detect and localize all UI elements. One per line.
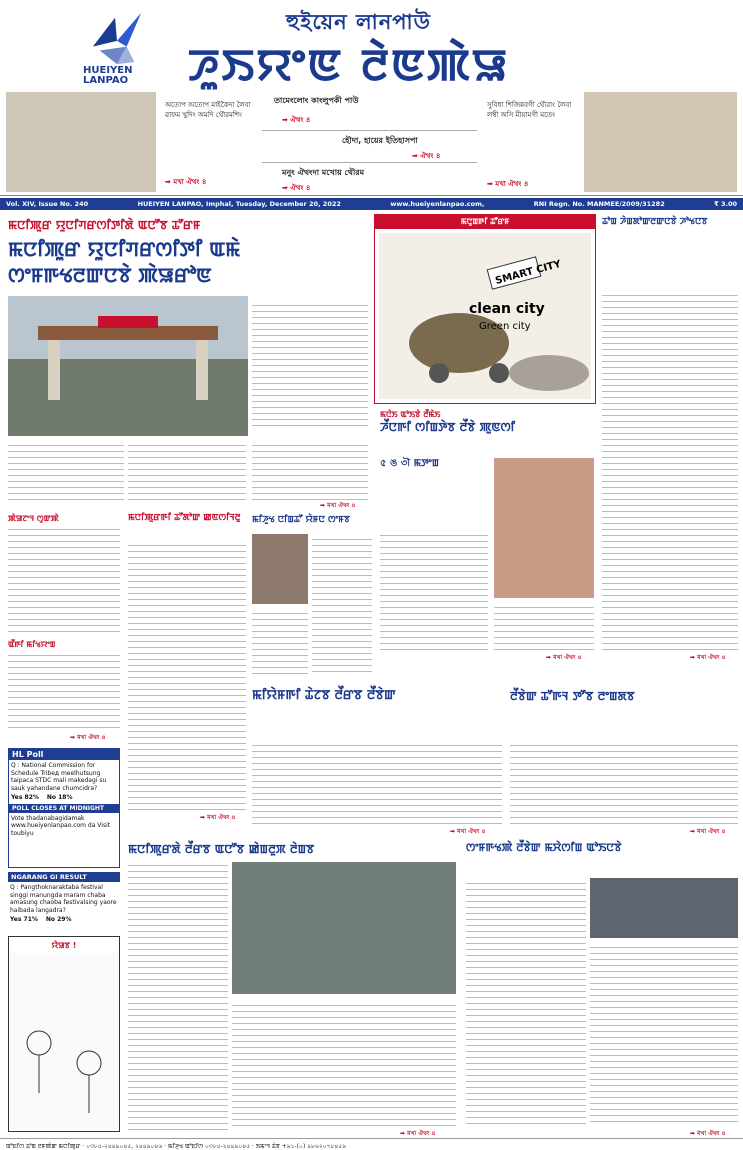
cartoon-banner: ꯃꯅꯨꯡꯒꯤ ꯊꯧꯔꯝ — [375, 215, 595, 229]
teaser-left-text: অতোপ অতোপ মাইকৈদা লৈবা ৱাফম খুদিং অমদি থৌরমশিং — [165, 101, 251, 119]
masthead-title-big: ꯍꯨꯏꯌꯦꯟ ꯂꯥꯟꯄꯥꯎ — [188, 40, 510, 91]
result-title: NGARANG GI RESULT — [8, 872, 120, 882]
bottom-story1-photo[interactable] — [232, 862, 456, 994]
mid-story3-more[interactable]: ➡ মখা ঐথং ৪ — [450, 828, 486, 835]
bottom-story2-body2 — [590, 942, 738, 1126]
teaser-mid-box — [262, 92, 477, 192]
mini-cartoon-title: ꯌꯥꯎꯕ ! — [51, 941, 77, 950]
feature-photo[interactable] — [494, 458, 594, 598]
cartoon-sign: SMART CITY — [494, 258, 563, 287]
mid-story1-more[interactable]: ➡ মখা ঐথং ৪ — [200, 814, 236, 821]
bottom-story2-more[interactable]: ➡ মখা ঐথং ৪ — [690, 1130, 726, 1137]
feature-body-col2 — [494, 602, 594, 650]
poll-box — [8, 748, 120, 868]
bottom-story2-head[interactable]: ꯁꯦꯝꯒꯠꯄꯥ ꯂꯩꯕꯥꯛ ꯃꯆꯥꯁꯤꯡ ꯑꯣꯏꯅꯕꯥ — [466, 841, 622, 854]
footer: ꯑꯣꯐꯤꯁ ꯊꯣꯡ ꯂꯝꯄꯥꯛ ꯃꯅꯤꯄꯨꯔ · ০৩৮৫-২৪৪৯০৪৫, ২৪৪৯০৪৬ · ꯃꯤꯍꯨꯠ ꯑꯣꯐꯤꯁ ০৩৮৫-২৪৪৯০৪৫ · ꯏꯃꯦꯜ ꯊꯥꯕ +৯১-(০) ৯৮৬২০৭৮৪৫৯ — [0, 1138, 743, 1150]
logo-line: HUEIYEN — [83, 65, 133, 76]
site-link[interactable]: www.hueiyenlanpao.com, — [390, 200, 485, 208]
feature-headline[interactable]: ꯍꯩꯅꯒꯤ ꯁꯤꯡꯇꯥꯕ ꯂꯩꯕꯥ ꯄꯨꯟꯁꯤ — [380, 420, 516, 434]
mid-story1-head[interactable]: ꯃꯅꯤꯄꯨꯔꯒꯤ ꯊꯧꯗꯣꯛ ꯀꯟꯁꯤꯜꯂꯨ — [128, 513, 241, 523]
crane-logo-icon — [88, 8, 146, 66]
mid-story4-more[interactable]: ➡ মখা ঐথং ৪ — [690, 828, 726, 835]
result-question: Q : Pangthoknaraktaba festival singgi manungda maram chaba amasung chaoba festivalsing yaore haibada langadra? — [10, 884, 117, 914]
poll-no[interactable]: No 18% — [46, 794, 73, 801]
divider — [262, 162, 477, 163]
teaser-right-more[interactable]: ➡ মখা ঐথং ৪ — [487, 180, 529, 188]
sidebar-box1-body — [8, 524, 120, 632]
teaser-mid-3: মনুং ঐথংদা মখোয় থৌরম — [282, 168, 365, 177]
mid-story2-body — [312, 534, 372, 674]
mid-story4-head[interactable]: ꯂꯩꯕꯥꯛ ꯊꯧꯒꯜ ꯇꯧꯕ ꯂꯦꯡꯗꯕ — [510, 689, 635, 703]
teaser-left-more[interactable]: ➡ মখা ঐথং ৪ — [165, 178, 207, 186]
lead-body-col4 — [252, 440, 368, 500]
poll-yes[interactable]: Yes 82% — [11, 794, 39, 801]
mini-cartoon-box — [8, 936, 120, 1132]
lead-body-col3 — [128, 440, 246, 500]
lead-headline[interactable]: ꯃꯅꯤꯄꯨꯔ ꯌꯨꯅꯤꯚꯔꯁꯤꯇꯤ ꯑꯃꯥ ꯁꯦꯝꯒꯠꯂꯛꯅꯕꯥ ꯄꯥꯎꯔꯣꯟ — [8, 237, 241, 287]
lead-photo[interactable] — [8, 296, 248, 436]
mid-story3-head[interactable]: ꯃꯤꯌꯥꯝꯒꯤ ꯊꯥꯖꯕ ꯂꯩꯔꯕ ꯂꯩꯕꯥꯛ — [252, 688, 396, 703]
poll-results — [9, 794, 119, 802]
teaser-right-text: সুবিধা শিজিন্নবগী থৌরাং লৈবা লম্বী অসি মীয়ামগী মতেং — [487, 101, 572, 119]
teaser-row — [0, 88, 743, 196]
gate-illustration — [8, 296, 248, 436]
teaser-mid-3-more[interactable]: ➡ ঐথং ৪ — [282, 184, 311, 192]
price: ₹ 3.00 — [714, 200, 737, 208]
result-box — [8, 872, 120, 932]
feature-kicker: ꯃꯅꯥꯏ ꯑꯣꯏꯕꯥ ꯂꯩꯃꯥꯏ — [380, 409, 441, 419]
cartoon-caption2: Green city — [479, 321, 531, 332]
teaser-mid-2-more[interactable]: ➡ ঐথং ৪ — [412, 152, 441, 160]
result-no: No 29% — [45, 916, 72, 923]
poll-vote-text[interactable]: Vote thadanabagidamak www.hueiyenlanpao.com da Visit toubiyu — [11, 814, 111, 837]
sidebar-box2-title: ꯑꯩꯒꯤ ꯃꯤꯠꯌꯦꯡ — [8, 640, 56, 649]
sidebar-box1-title: ꯄꯥꯎꯖꯦꯜ ꯁꯨꯛꯄꯥ — [8, 514, 59, 523]
rni-number: RNI Regn. No. MANMEE/2009/31282 — [533, 200, 665, 208]
bottom-story2-photo[interactable] — [590, 878, 738, 938]
mid-story2-body2 — [252, 608, 308, 674]
lead-more[interactable]: ➡ মখা ঐথং ৪ — [320, 502, 356, 509]
cartoon-illustration — [379, 233, 591, 399]
feature-sub: ৫ ঙ ৩ৗ ꯃꯇꯦꯡ — [380, 458, 439, 469]
poll-closes: POLL CLOSES AT MIDNIGHT — [9, 804, 119, 813]
issue-number: Vol. XIV, Issue No. 240 — [6, 200, 89, 208]
logo-text — [83, 66, 132, 86]
masthead-title-small: হুইয়েন লানপাউ — [286, 9, 431, 34]
result-values — [8, 916, 120, 924]
right-headline[interactable]: ꯊꯣꯡ ꯍꯥꯡꯗꯣꯛꯂꯛꯅꯕꯥ ꯍꯣꯠꯅꯕ — [602, 217, 708, 227]
mid-story3-body — [252, 740, 502, 824]
bottom-story1-body2 — [232, 1000, 456, 1130]
feature-more[interactable]: ➡ মখা ঐথং ৪ — [546, 654, 582, 661]
cartoon-caption1: clean city — [469, 301, 545, 317]
cartoon-box — [374, 214, 596, 404]
divider — [262, 130, 477, 131]
mid-story2-photo[interactable] — [252, 534, 308, 604]
issue-strip — [0, 198, 743, 210]
masthead — [0, 0, 743, 91]
mid-story1-body — [128, 540, 246, 810]
logo-line: LANPAO — [83, 75, 129, 86]
teaser-mid-1-more[interactable]: ➡ ঐথং ৪ — [282, 116, 311, 124]
mid-story4-body — [510, 740, 738, 824]
bottom-story2-body — [466, 878, 586, 1128]
poll-question: Q : National Commission for Schedule Tribeд meelhutsung taipaca STDC mali makedagi su sauk yahandane chumcidra? — [11, 762, 107, 792]
teaser-mid-2: হৌদা, হায়ের ইতিহাসপা — [342, 136, 418, 145]
teaser-photo-left[interactable] — [6, 92, 156, 192]
lead-kicker: ꯃꯅꯤꯄꯨꯔ ꯌꯨꯅꯤꯚꯔꯁꯤꯇꯤꯗꯥ ꯑꯅꯧꯕ ꯊꯧꯔꯝ — [8, 218, 201, 232]
bottom-story1-more[interactable]: ➡ মখা ঐথং ৪ — [400, 1130, 436, 1137]
teaser-photo-right[interactable] — [584, 92, 737, 192]
result-yes: Yes 71% — [10, 916, 38, 923]
right-more[interactable]: ➡ মখা ঐথং ৪ — [690, 654, 726, 661]
sidebar-more[interactable]: ➡ মখা ঐথং ৪ — [70, 734, 106, 741]
bottom-story1-head[interactable]: ꯃꯅꯤꯄꯨꯔꯗꯥ ꯂꯩꯔꯕ ꯑꯅꯧꯕ ꯀꯥꯡꯂꯨꯞ ꯂꯥꯡꯕ — [128, 842, 315, 856]
bottom-story1-body — [128, 860, 228, 1130]
right-body — [602, 290, 738, 650]
strip-center: HUEIYEN LANPAO, Imphal, Tuesday, December 20, 2022 — [137, 200, 341, 208]
poll-title: HL Poll — [9, 749, 119, 760]
teaser-mid-1: তামেংলোং কাংলুপকী পাউ — [274, 96, 359, 105]
mini-cartoon-illustration — [9, 953, 119, 1129]
mid-story2-head[interactable]: ꯃꯤꯍꯨꯠ ꯅꯤꯡꯊꯧ ꯌꯥꯝꯅ ꯁꯦꯝꯕ — [252, 515, 351, 525]
sidebar-box2-body — [8, 650, 120, 730]
feature-body-col1 — [380, 530, 488, 650]
lead-body-col2 — [8, 440, 124, 500]
lead-body-col1 — [252, 300, 368, 428]
